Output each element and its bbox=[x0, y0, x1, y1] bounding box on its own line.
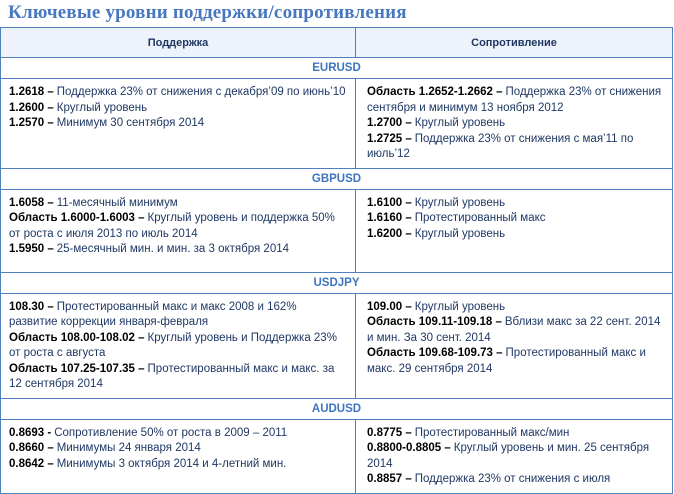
support-cell-usdjpy bbox=[1, 294, 356, 398]
level-line bbox=[367, 116, 664, 132]
level-description: Минимумы 24 января 2014 bbox=[56, 442, 201, 454]
level-line bbox=[9, 211, 347, 242]
section-row-audusd bbox=[1, 420, 672, 493]
level-value: 1.6100 – bbox=[367, 196, 412, 209]
pair-band-gbpusd bbox=[1, 169, 672, 190]
level-value: 0.8857 – bbox=[367, 473, 412, 485]
pair-band-audusd bbox=[1, 399, 672, 420]
level-description: Круглый уровень bbox=[56, 101, 148, 114]
level-description: Круглый уровень bbox=[414, 227, 506, 240]
level-value: Область 108.00-108.02 – bbox=[9, 331, 145, 344]
level-value: 0.8660 – bbox=[9, 442, 54, 454]
level-line bbox=[9, 362, 347, 393]
level-value: Область 1.2652-1.2662 – bbox=[367, 86, 503, 98]
level-line bbox=[367, 227, 664, 243]
level-line bbox=[9, 85, 347, 101]
level-line bbox=[9, 242, 347, 258]
pair-band-eurusd bbox=[1, 58, 672, 79]
level-value: 1.2700 – bbox=[367, 117, 412, 129]
level-line bbox=[9, 300, 347, 331]
level-line bbox=[9, 196, 347, 212]
level-description: Поддержка 23% от снижения с мая’11 по июль’12 bbox=[367, 132, 634, 160]
level-value: 0.8693 - bbox=[9, 426, 52, 439]
level-line bbox=[367, 472, 664, 488]
level-description: Вблизи макс за 22 сент. 2014 и мин. За 30 сент. 2014 bbox=[367, 316, 661, 344]
level-value: 0.8775 – bbox=[367, 426, 412, 439]
section-row-eurusd bbox=[1, 79, 672, 169]
level-value: 1.6160 – bbox=[367, 212, 412, 224]
level-line bbox=[367, 346, 664, 377]
support-cell-audusd bbox=[1, 420, 356, 493]
level-value: 0.8800-0.8805 – bbox=[367, 442, 451, 454]
resistance-cell-eurusd bbox=[356, 79, 672, 168]
column-header-support: Поддержка bbox=[1, 28, 356, 57]
level-line bbox=[9, 426, 347, 442]
level-description: Протестированный макс/мин bbox=[414, 426, 570, 439]
column-header-resistance: Сопротивление bbox=[471, 36, 557, 49]
levels-table bbox=[0, 27, 673, 494]
level-description: 25-месячный мин. и мин. за 3 октября 2014 bbox=[56, 243, 290, 255]
pair-label-audusd: AUDUSD bbox=[311, 402, 362, 415]
level-description: 11-месячный минимум bbox=[56, 196, 178, 209]
resistance-cell-usdjpy bbox=[356, 294, 672, 398]
level-description: Поддержка 23% от снижения сентября и минимум 13 ноября 2012 bbox=[367, 86, 662, 114]
level-value: Область 109.68-109.73 – bbox=[367, 347, 503, 359]
level-line bbox=[367, 441, 664, 472]
level-value: 108.30 – bbox=[9, 300, 54, 313]
level-description: Протестированный макс и макс 2008 и 162% развитие коррекции января-февраля bbox=[9, 300, 297, 328]
level-value: 1.5950 – bbox=[9, 243, 54, 255]
level-description: Протестированный макс bbox=[414, 212, 546, 224]
level-description: Круглый уровень и поддержка 50% от роста с июля 2013 по июль 2014 bbox=[9, 212, 335, 240]
level-value: Область 107.25-107.35 – bbox=[9, 362, 145, 375]
level-value: 1.2725 – bbox=[367, 132, 412, 145]
level-line bbox=[367, 426, 664, 442]
level-value: 1.6058 – bbox=[9, 196, 54, 209]
level-description: Круглый уровень и Поддержка 23% от роста с августа bbox=[9, 331, 337, 359]
level-description: Круглый уровень bbox=[414, 300, 506, 313]
level-description: Протестированный макс и макс. 29 сентября 2014 bbox=[367, 347, 646, 375]
pair-label-gbpusd: GBPUSD bbox=[311, 172, 362, 185]
level-value: 109.00 – bbox=[367, 300, 412, 313]
level-description: Круглый уровень и мин. 25 сентября 2014 bbox=[367, 442, 650, 470]
level-value: 1.6200 – bbox=[367, 227, 412, 240]
level-description: Минимум 30 сентября 2014 bbox=[56, 117, 205, 129]
level-description: Сопротивление 50% от роста в 2009 – 2011 bbox=[54, 426, 288, 439]
level-value: 0.8642 – bbox=[9, 457, 54, 470]
section-row-usdjpy bbox=[1, 294, 672, 399]
level-description: Минимумы 3 октября 2014 и 4-летний мин. bbox=[56, 457, 287, 470]
section-row-gbpusd bbox=[1, 190, 672, 273]
level-line bbox=[367, 85, 664, 116]
pair-label-eurusd: EURUSD bbox=[312, 62, 361, 74]
page-title: Ключевые уровни поддержки/сопротивления bbox=[8, 2, 407, 23]
level-line bbox=[367, 196, 664, 212]
support-cell-gbpusd bbox=[1, 190, 356, 272]
level-value: Область 109.11-109.18 – bbox=[367, 316, 502, 328]
level-value: 1.2570 – bbox=[9, 117, 54, 129]
level-line bbox=[367, 132, 664, 163]
support-cell-eurusd bbox=[1, 79, 356, 168]
resistance-cell-gbpusd bbox=[356, 190, 672, 272]
level-line bbox=[9, 116, 347, 132]
pair-band-usdjpy bbox=[1, 273, 672, 294]
level-line bbox=[9, 441, 347, 457]
table-header-row bbox=[1, 28, 672, 58]
level-value: Область 1.6000-1.6003 – bbox=[9, 212, 145, 224]
level-description: Поддержка 23% от снижения с декабря’09 по июнь’10 bbox=[56, 86, 346, 98]
level-line bbox=[9, 331, 347, 362]
level-description: Круглый уровень bbox=[414, 196, 506, 209]
level-line bbox=[367, 300, 664, 316]
level-description: Круглый уровень bbox=[414, 117, 506, 129]
level-line bbox=[9, 457, 347, 473]
pair-label-usdjpy: USDJPY bbox=[313, 276, 360, 289]
level-description: Поддержка 23% от снижения с июля bbox=[414, 473, 611, 485]
level-value: 1.2600 – bbox=[9, 101, 54, 114]
level-line bbox=[367, 315, 664, 346]
resistance-cell-audusd bbox=[356, 420, 672, 493]
level-line bbox=[9, 101, 347, 117]
level-value: 1.2618 – bbox=[9, 86, 54, 98]
level-line bbox=[367, 211, 664, 227]
level-description: Протестированный макс и макс. за 12 сентября 2014 bbox=[9, 362, 335, 390]
